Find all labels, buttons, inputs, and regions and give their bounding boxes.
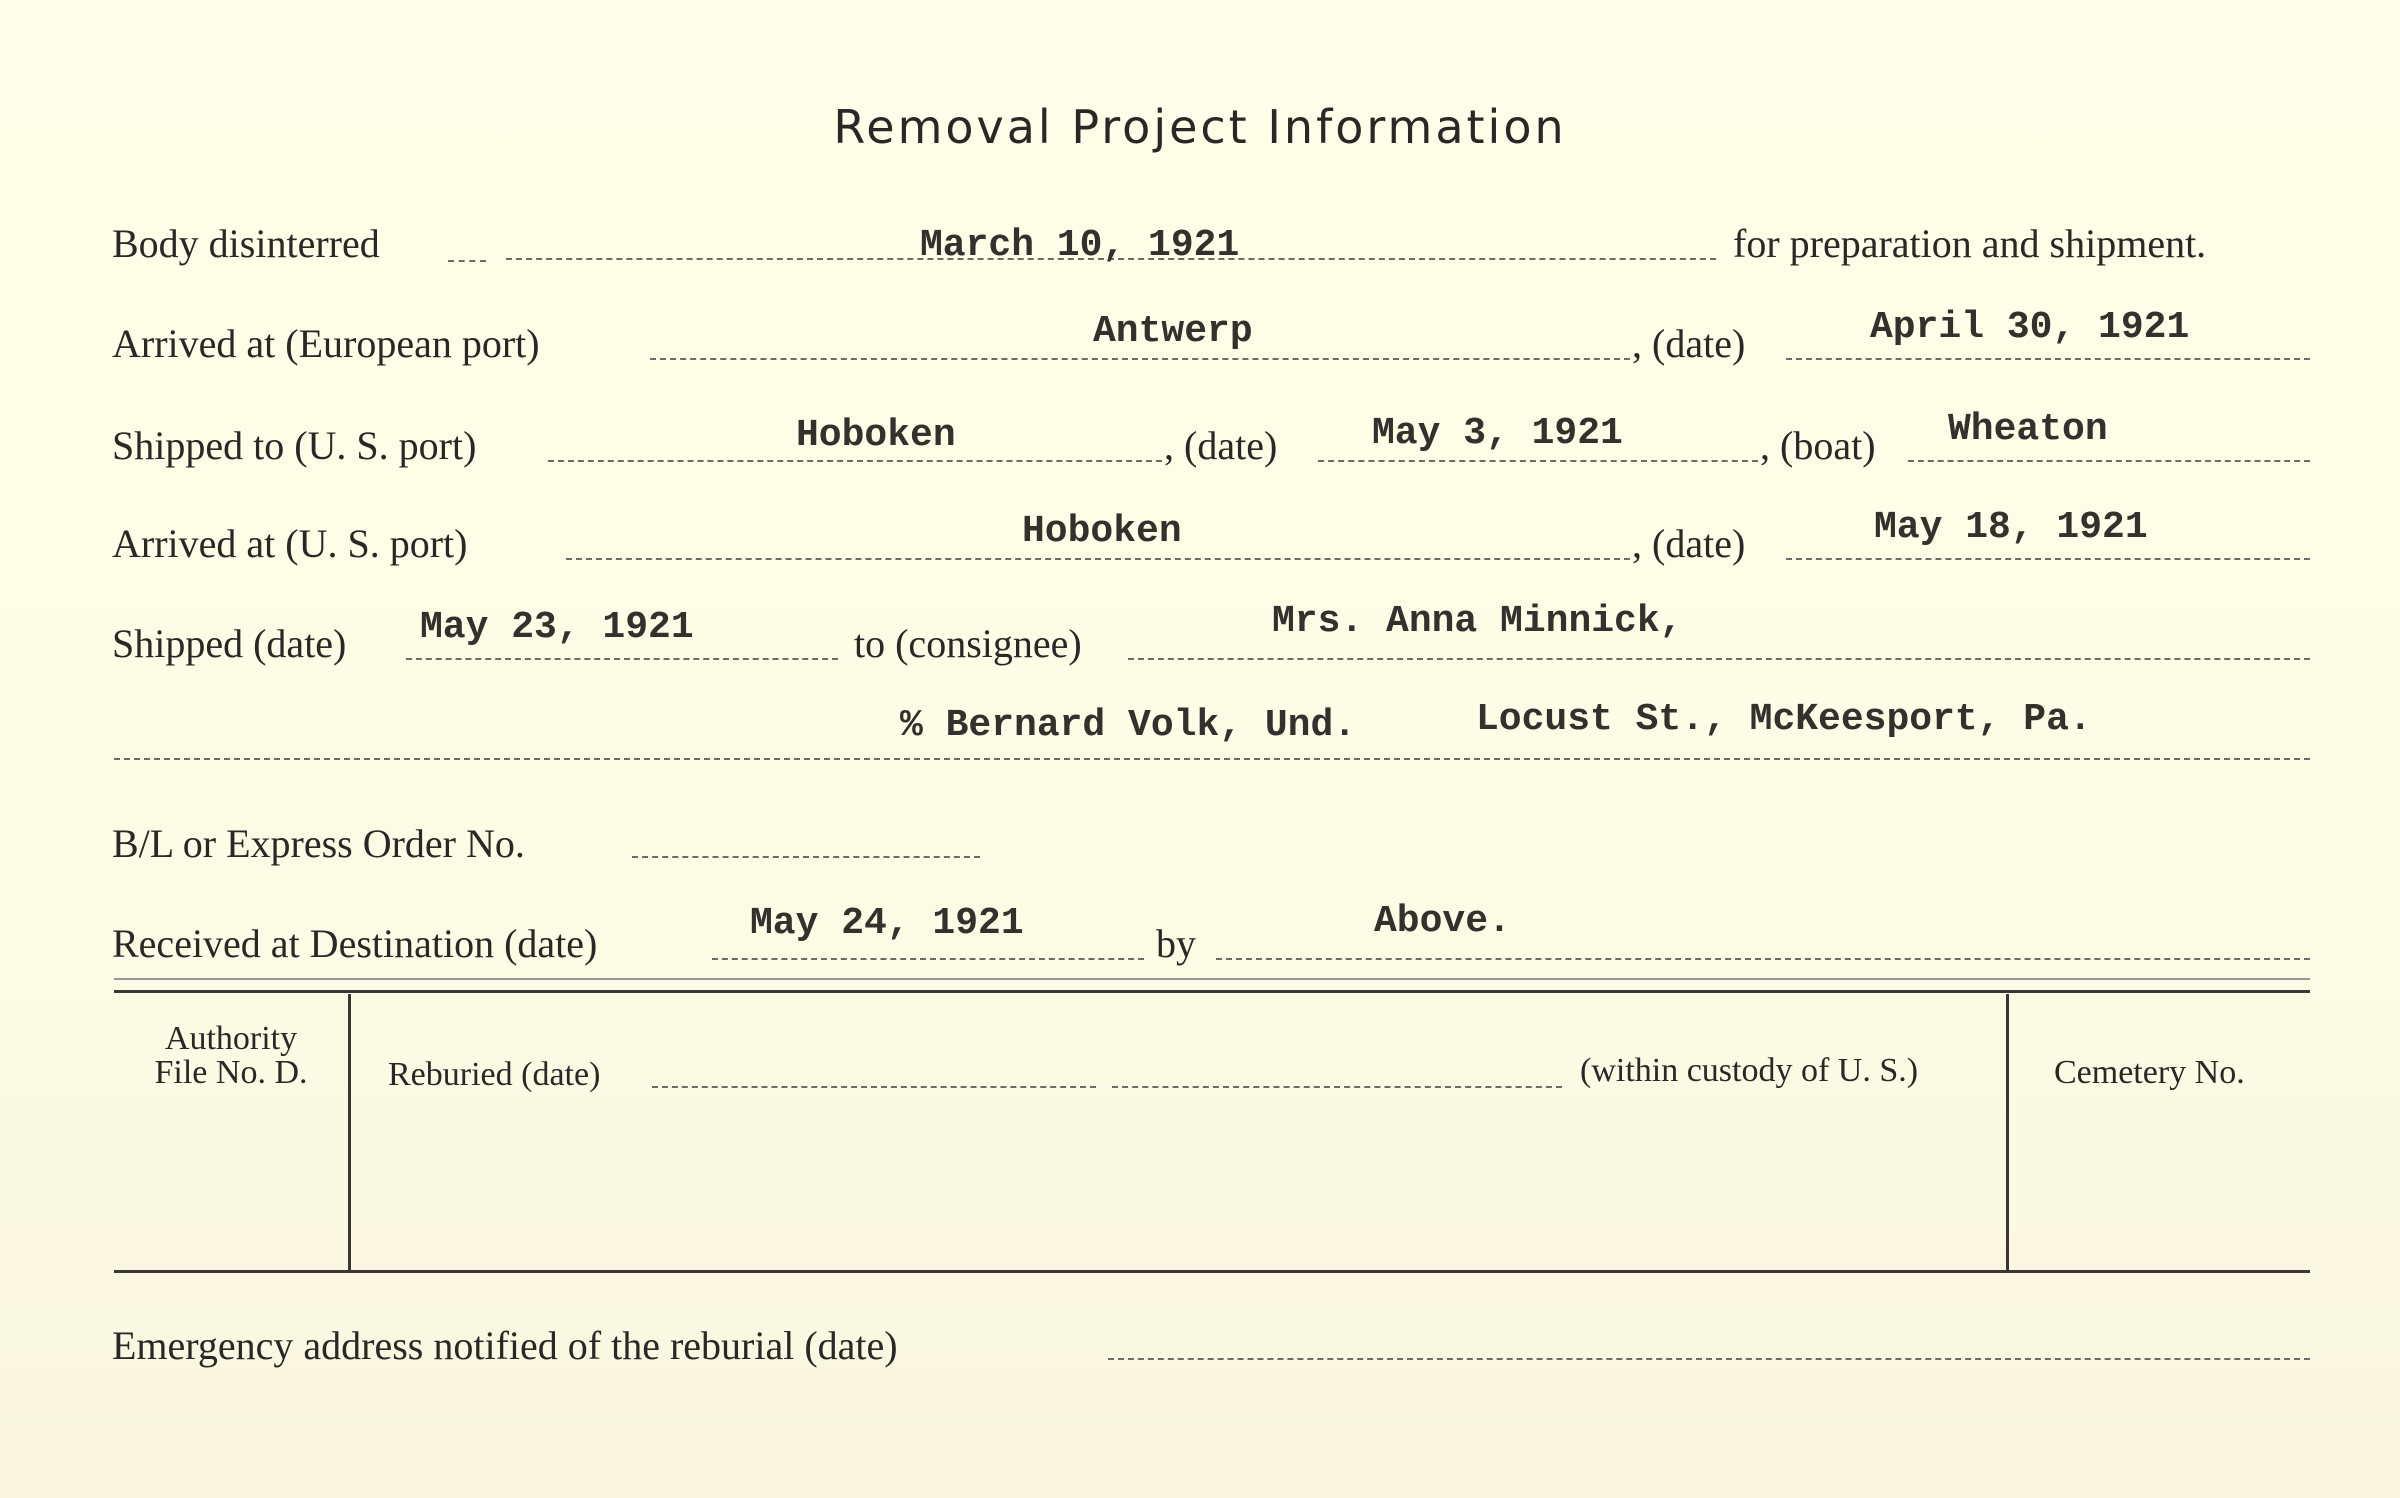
reburied-line-a xyxy=(652,1086,1096,1088)
european-date-label: , (date) xyxy=(1632,321,1746,366)
received-date-value: May 24, 1921 xyxy=(750,902,1024,945)
table-bottom-rule xyxy=(114,1270,2310,1273)
cemetery-no-label: Cemetery No. xyxy=(2054,1054,2245,1091)
shipped-us-date-label: , (date) xyxy=(1164,423,1278,468)
shipped-us-date-value: May 3, 1921 xyxy=(1372,412,1623,455)
disinterred-date-value: March 10, 1921 xyxy=(920,224,1240,267)
consignee-address-line xyxy=(114,758,2310,760)
european-port-value: Antwerp xyxy=(1093,310,1253,353)
european-date-line xyxy=(1786,358,2310,360)
consignee-address-part-a: % Bernard Volk, Und. xyxy=(900,704,1357,747)
arrived-us-port-value: Hoboken xyxy=(1022,510,1182,553)
arrived-european-label: Arrived at (European port) xyxy=(112,321,540,366)
shipped-us-date-line xyxy=(1318,460,1758,462)
reburied-label: Reburied (date) xyxy=(388,1056,601,1093)
shipped-us-port-value: Hoboken xyxy=(796,414,956,457)
reburied-line-b xyxy=(1112,1086,1562,1088)
table-divider-left xyxy=(348,994,351,1270)
authority-label-line-2: File No. D. xyxy=(154,1054,308,1091)
shipped-date-line xyxy=(406,658,838,660)
body-disinterred-label: Body disinterred xyxy=(112,221,380,266)
consignee-line xyxy=(1128,658,2310,660)
arrived-us-date-line xyxy=(1786,558,2310,560)
arrived-us-label: Arrived at (U. S. port) xyxy=(112,521,468,566)
european-port-line xyxy=(650,358,1630,360)
consignee-value: Mrs. Anna Minnick, xyxy=(1272,600,1683,643)
bl-order-label: B/L or Express Order No. xyxy=(112,821,525,866)
received-by-label: by xyxy=(1156,921,1196,966)
emergency-line xyxy=(1108,1358,2310,1360)
boat-line xyxy=(1908,460,2310,462)
shipped-us-port-line xyxy=(548,460,1162,462)
boat-label: , (boat) xyxy=(1760,423,1876,468)
received-by-value: Above. xyxy=(1374,900,1511,943)
european-date-value: April 30, 1921 xyxy=(1870,306,2190,349)
arrived-us-date-value: May 18, 1921 xyxy=(1874,506,2148,549)
shipped-date-value: May 23, 1921 xyxy=(420,606,694,649)
dotted-line xyxy=(448,260,486,262)
within-custody-label: (within custody of U. S.) xyxy=(1580,1052,1919,1089)
received-label: Received at Destination (date) xyxy=(112,921,598,966)
shipped-us-label: Shipped to (U. S. port) xyxy=(112,423,477,468)
shipped-date-label: Shipped (date) xyxy=(112,621,347,666)
table-top-rule xyxy=(114,978,2310,980)
bl-order-line xyxy=(632,856,980,858)
boat-value: Wheaton xyxy=(1948,408,2108,451)
table-top-rule-heavy xyxy=(114,990,2310,993)
table-divider-right xyxy=(2006,994,2009,1270)
authority-label-line-1: Authority xyxy=(164,1020,298,1057)
received-by-line xyxy=(1216,958,2310,960)
card-title: Removal Project Information xyxy=(833,100,1567,154)
authority-label xyxy=(114,1022,348,1090)
for-preparation-label: for preparation and shipment. xyxy=(1733,221,2207,266)
received-date-line xyxy=(712,958,1144,960)
consignee-address-part-b: Locust St., McKeesport, Pa. xyxy=(1476,698,2092,741)
consignee-label: to (consignee) xyxy=(854,621,1082,666)
emergency-label: Emergency address notified of the reburial (date) xyxy=(112,1323,898,1368)
arrived-us-port-line xyxy=(566,558,1630,560)
arrived-us-date-label: , (date) xyxy=(1632,521,1746,566)
